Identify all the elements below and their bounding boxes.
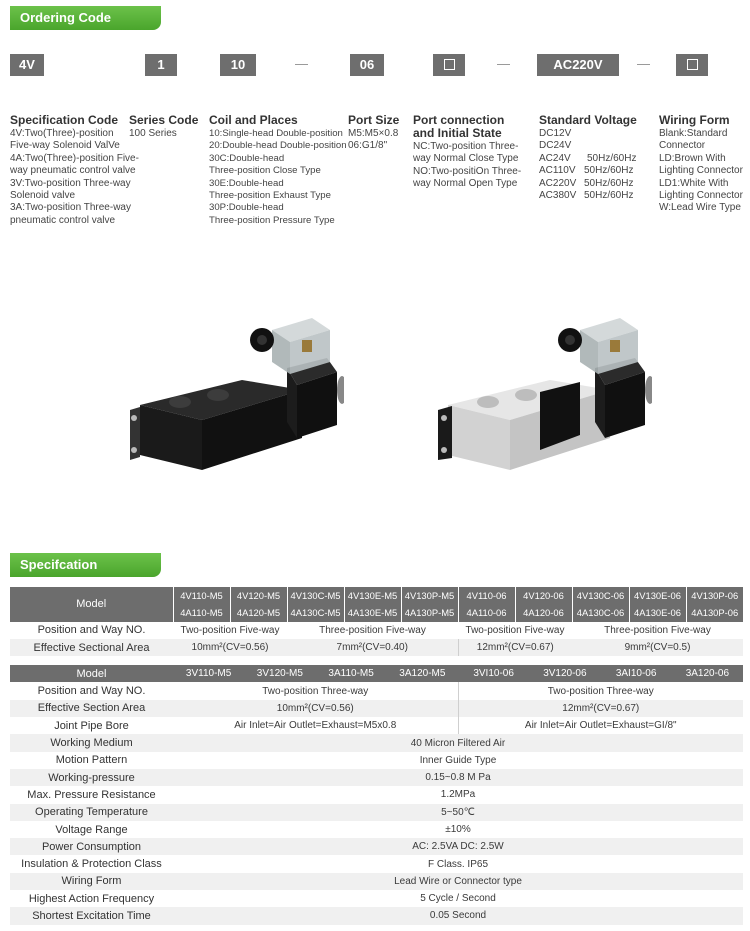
cell: 40 Micron Filtered Air — [173, 734, 743, 751]
row-label: Working Medium — [10, 734, 173, 751]
series-code-heading: Series Code — [129, 113, 199, 127]
row-label: Wiring Form — [10, 873, 173, 890]
code-box-wiring — [676, 54, 708, 76]
desc-line: 3V:Two-position Three-way — [10, 177, 131, 189]
dash-separator — [637, 64, 650, 65]
table-row — [10, 890, 743, 907]
desc-line: Three-position Exhaust Type — [209, 190, 331, 202]
table-row — [10, 769, 743, 786]
desc-line: 10:Single-head Double-position — [209, 128, 343, 139]
desc-line: 3A:Two-position Three-way — [10, 202, 131, 214]
row-label: Working-pressure — [10, 769, 173, 786]
model-cell: 4V130P-M5 — [401, 587, 458, 604]
port-size-heading: Port Size — [348, 113, 400, 127]
cell: Two-position Five-way — [458, 622, 572, 639]
cell: Air Inlet=Air Outlet=Exhaust=M5x0.8 — [173, 717, 458, 734]
cell: Air Inlet=Air Outlet=Exhaust=GI/8" — [458, 717, 743, 734]
row-label: Insulation & Protection Class — [10, 855, 173, 872]
cell: Inner Guide Type — [173, 752, 743, 769]
row-label: Voltage Range — [10, 821, 173, 838]
desc-line: Solenoid valve — [10, 190, 76, 202]
model-cell: 4A110-M5 — [173, 604, 230, 621]
frequency-value: 50Hz/60Hz — [587, 152, 637, 164]
model-cell: 4A130C-06 — [572, 604, 629, 621]
cell: 7mm²(CV=0.40) — [287, 639, 458, 656]
cell: Three-position Five-way — [572, 622, 743, 639]
row-label: Effective Sectional Area — [10, 639, 173, 656]
desc-line: pneumatic control valve — [10, 214, 116, 226]
voltage-row — [539, 128, 654, 140]
voltage-heading: Standard Voltage — [539, 113, 637, 127]
desc-line: Five-way Solenoid ValVe — [10, 140, 120, 152]
desc-line: way Normal Close Type — [413, 153, 519, 165]
row-label: Joint Pipe Bore — [10, 717, 173, 734]
specification-title: Specifcation — [10, 553, 161, 577]
cell: 0.05 Second — [173, 907, 743, 924]
cell: 10mm²(CV=0.56) — [173, 700, 458, 717]
table-row — [10, 639, 743, 656]
table-row — [10, 873, 743, 890]
row-label: Position and Way NO. — [10, 622, 173, 639]
model-cell: 4A120-M5 — [230, 604, 287, 621]
frequency-value: 50Hz/60Hz — [584, 177, 634, 189]
model-cell: 4V130C-M5 — [287, 587, 344, 604]
model-cell: 4A120-06 — [515, 604, 572, 621]
desc-line: W:Lead Wire Type — [659, 202, 741, 214]
coil-description — [209, 113, 347, 227]
model-cell: 4V110-06 — [458, 587, 515, 604]
model-cell: 3A120-M5 — [399, 668, 446, 680]
desc-line: 30P:Double-head — [209, 202, 284, 214]
empty-square-icon — [687, 59, 698, 70]
cell: Two-position Three-way — [173, 682, 458, 699]
model-cell: 4V130E-M5 — [344, 587, 401, 604]
row-label: Max. Pressure Resistance — [10, 786, 173, 803]
desc-line: 30E:Double-head — [209, 177, 284, 189]
code-box-port-connection — [433, 54, 465, 76]
table-row — [10, 838, 743, 855]
silver-solenoid-valve-image — [430, 310, 652, 480]
desc-line: Connector — [659, 140, 706, 152]
specification-table — [10, 587, 743, 925]
code-box-coil: 10 — [220, 54, 256, 76]
table-row — [10, 821, 743, 838]
code-box-port-size: 06 — [350, 54, 384, 76]
row-label: Power Consumption — [10, 838, 173, 855]
coil-heading: Coil and Places — [209, 113, 298, 127]
model-cell: 4V110-M5 — [173, 587, 230, 604]
desc-line: Lighting Connector — [659, 190, 743, 202]
model-cell: 4A110-06 — [458, 604, 515, 621]
model-cell: 4A130E-M5 — [344, 604, 401, 621]
desc-line: LD1:White With — [659, 177, 729, 189]
row-label: Operating Temperature — [10, 804, 173, 821]
model-cell: 3V110-M5 — [185, 668, 232, 680]
table-row — [10, 855, 743, 872]
row-label: Position and Way NO. — [10, 682, 173, 699]
desc-line: NO:Two-positiOn Three- — [413, 165, 522, 177]
table-row — [10, 786, 743, 803]
model-cell: 3A120-06 — [685, 668, 730, 680]
table-row — [10, 665, 743, 682]
desc-line: 30C:Double-head — [209, 152, 285, 164]
table-row — [10, 700, 743, 717]
desc-line: NC:Two-position Three- — [413, 141, 519, 152]
desc-line: way Normal Open Type — [413, 178, 518, 190]
cell: ±10% — [173, 821, 743, 838]
cell: Three-position Five-way — [287, 622, 458, 639]
spec-code-heading: Specification Code — [10, 113, 119, 127]
voltage-value: AC24V — [539, 152, 571, 164]
row-label: Motion Pattern — [10, 752, 173, 769]
table-row — [10, 587, 743, 604]
cell: 0.15~0.8 M Pa — [173, 769, 743, 786]
code-box-voltage: AC220V — [537, 54, 619, 76]
ordering-code-title: Ordering Code — [10, 6, 161, 30]
black-solenoid-valve-image — [122, 310, 344, 480]
model-cell: 4V130C-06 — [572, 587, 629, 604]
cell: 12mm²(CV=0.67) — [458, 639, 572, 656]
table-row — [10, 804, 743, 821]
wiring-heading: Wiring Form — [659, 113, 730, 127]
voltage-value: AC220V — [539, 177, 577, 189]
model-group — [173, 665, 743, 682]
table-row — [10, 622, 743, 639]
desc-line: 4A:Two(Three)-position Five- — [10, 152, 139, 164]
spec-code-description — [10, 114, 140, 227]
series-code-description — [129, 114, 209, 140]
model-cell: 4V120-M5 — [230, 587, 287, 604]
table-row — [10, 907, 743, 924]
cell: 1.2MPa — [173, 786, 743, 803]
model-cell: 3A110-M5 — [328, 668, 374, 680]
wiring-description — [659, 114, 749, 215]
cell: Two-position Three-way — [458, 682, 743, 699]
dash-separator — [497, 64, 510, 65]
voltage-row — [539, 165, 654, 177]
voltage-row — [539, 190, 654, 202]
voltage-value: DC24V — [539, 140, 572, 152]
port-size-description — [348, 114, 410, 153]
cell: 5 Cycle / Second — [173, 890, 743, 907]
frequency-value: 50Hz/60Hz — [584, 190, 634, 202]
desc-line: Three-position Close Type — [209, 165, 321, 177]
cell: F Class. IP65 — [173, 855, 743, 872]
table-row — [10, 717, 743, 734]
frequency-value: 50Hz/60Hz — [584, 165, 634, 177]
cell: Lead Wire or Connector type — [173, 873, 743, 890]
port-connection-heading: Port connection and Initial State — [413, 113, 505, 140]
desc-line: Three-position Pressure Type — [209, 214, 335, 226]
model-cell: 3VI10-06 — [473, 668, 514, 680]
row-label: Effective Section Area — [10, 700, 173, 717]
model-cell: 4V130E-06 — [629, 587, 686, 604]
table-row — [10, 734, 743, 751]
model-cell: 4V120-06 — [515, 587, 572, 604]
table-row — [10, 682, 743, 699]
model-cell: 4A130E-06 — [629, 604, 686, 621]
model-cell: 4A130C-M5 — [287, 604, 344, 621]
voltage-row — [539, 153, 654, 165]
empty-square-icon — [444, 59, 455, 70]
model-cell: 3V120-06 — [543, 668, 587, 680]
desc-line: 100 Series — [129, 128, 177, 139]
voltage-description — [539, 114, 654, 202]
desc-line: LD:Brown With — [659, 152, 726, 164]
model-cell: 4A130P-06 — [686, 604, 743, 621]
row-label: Shortest Excitation Time — [10, 907, 173, 924]
voltage-value: DC12V — [539, 128, 572, 139]
cell: Two-position Five-way — [173, 622, 287, 639]
dash-separator — [295, 64, 308, 65]
port-connection-description — [413, 114, 531, 191]
row-label: Highest Action Frequency — [10, 890, 173, 907]
voltage-value: AC110V — [539, 165, 576, 177]
model-cell: 4A130P-M5 — [401, 604, 458, 621]
table-row — [10, 752, 743, 769]
model-label: Model — [10, 587, 173, 622]
model-cell: 4V130P-06 — [686, 587, 743, 604]
voltage-value: AC380V — [539, 190, 577, 202]
spacer — [10, 656, 743, 665]
code-box-series: 1 — [145, 54, 177, 76]
desc-line: Blank:Standard — [659, 128, 728, 139]
cell: 12mm²(CV=0.67) — [458, 700, 743, 717]
desc-line: 06:G1/8" — [348, 140, 388, 152]
desc-line: 20:Double-head Double-position — [209, 140, 347, 152]
desc-line: Lighting Connector — [659, 165, 743, 177]
voltage-row — [539, 178, 654, 190]
desc-line: 4V:Two(Three)-position — [10, 128, 114, 139]
desc-line: M5:M5×0.8 — [348, 128, 399, 139]
model-label: Model — [10, 665, 173, 682]
code-box-spec: 4V — [10, 54, 44, 76]
desc-line: way pneumatic control valve — [10, 165, 136, 177]
model-cell: 3AI10-06 — [615, 668, 657, 680]
voltage-row — [539, 140, 654, 152]
model-cell: 3V120-M5 — [256, 668, 303, 680]
cell: 9mm²(CV=0.5) — [572, 639, 743, 656]
cell: AC: 2.5VA DC: 2.5W — [173, 838, 743, 855]
cell: 10mm²(CV=0.56) — [173, 639, 287, 656]
cell: 5~50℃ — [173, 804, 743, 821]
